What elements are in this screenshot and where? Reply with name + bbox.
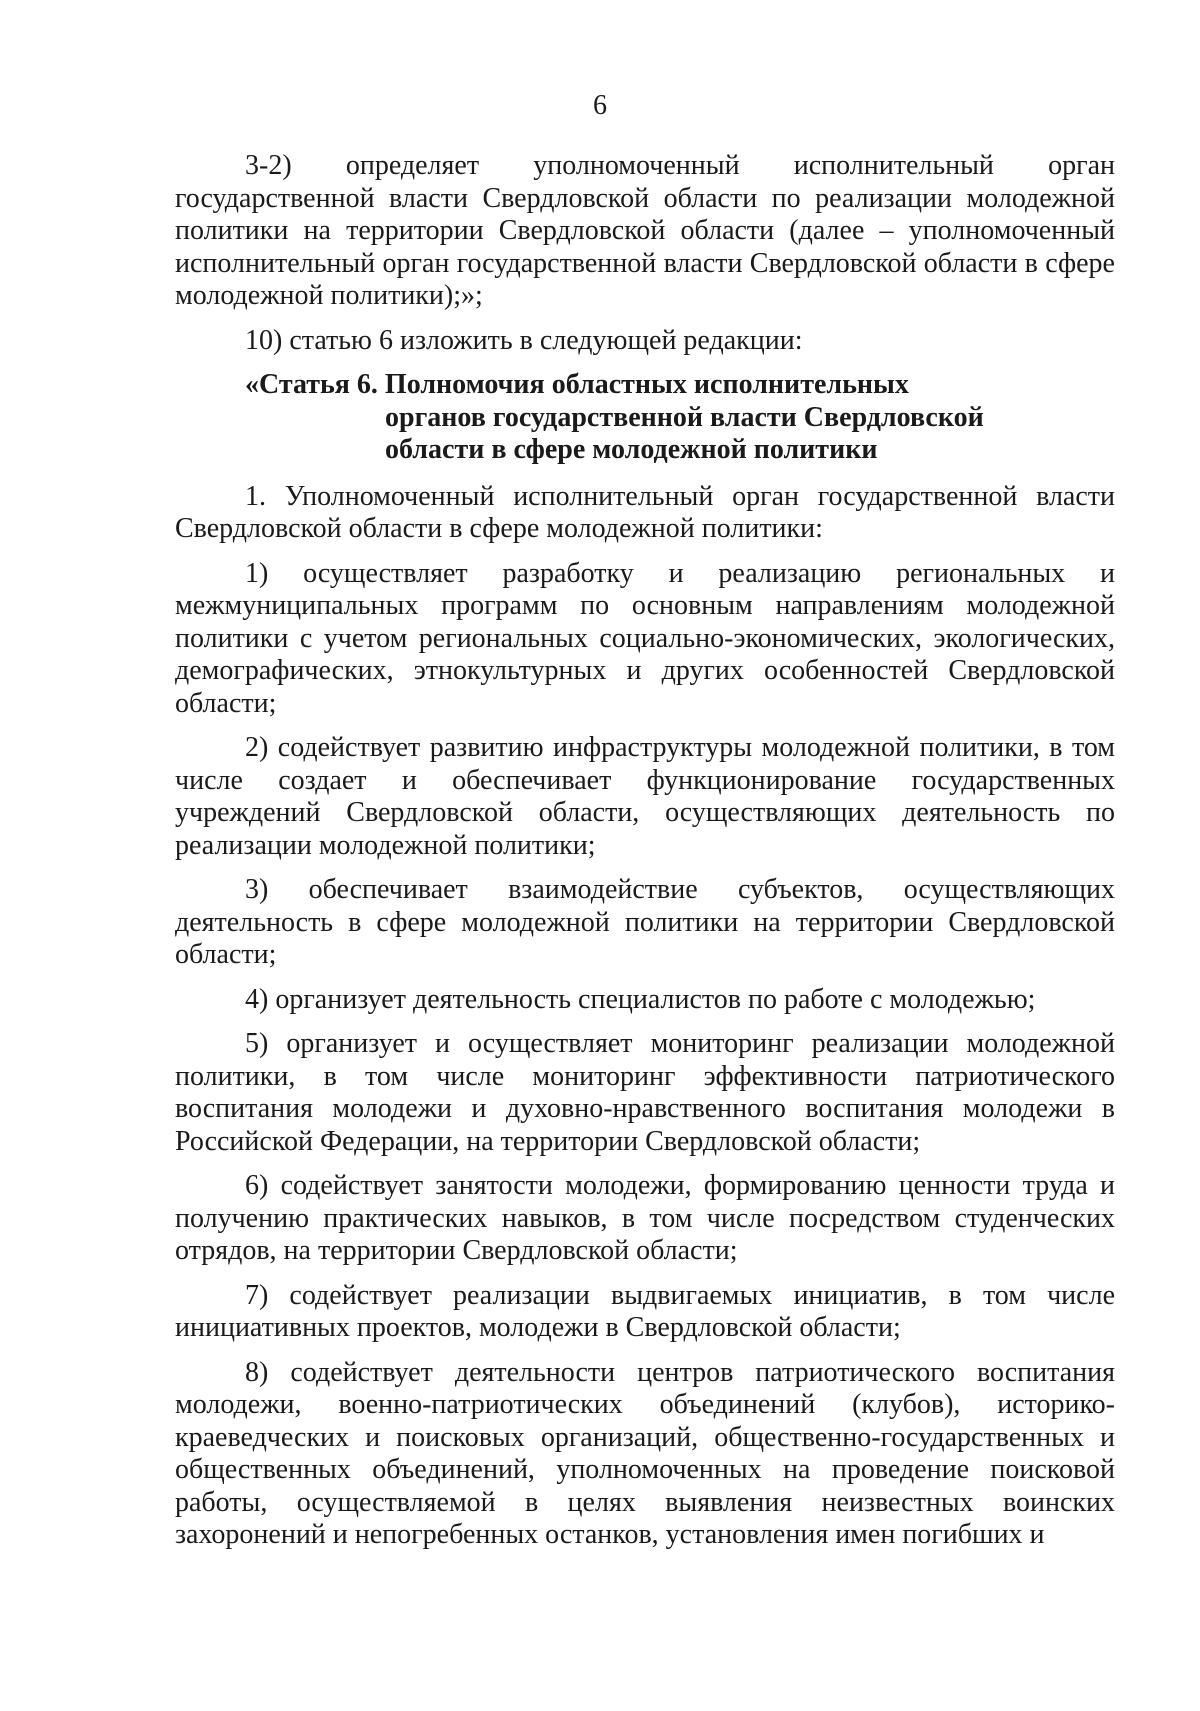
paragraph-item-1: 1) осуществляет разработку и реализацию региональных и межмуниципальных программ по основным направлениям молодежной политики с учетом региональных социально-экономических, экологических, демографических, этнокультурных и других особенностей Свердловской области; <box>175 557 1115 719</box>
paragraph-amendment-10: 10) статью 6 изложить в следующей редакции: <box>245 324 803 356</box>
paragraph-item-3: 3) обеспечивает взаимодействие субъектов, осуществляющих деятельность в сфере молодежной политики на территории Свердловской области; <box>175 874 1115 970</box>
paragraph-item-6: 6) содействует занятости молодежи, формированию ценности труда и получению практических навыков, в том числе посредством студенческих отрядов, на территории Свердловской области; <box>175 1170 1115 1266</box>
article-heading-line-2: органов государственной власти Свердловской <box>385 401 984 433</box>
paragraph-item-5: 5) организует и осуществляет мониторинг реализации молодежной политики, в том числе мониторинг эффективности патриотического воспитания молодежи и духовно-нравственного воспитания молодежи в Российской Федерации, на территории Свердловской области; <box>175 1028 1115 1157</box>
paragraph-item-2: 2) содействует развитию инфраструктуры молодежной политики, в том числе создает и обеспечивает функционирование государственных учреждений Свердловской области, осуществляющих деятельность по реализации молодежной политики; <box>175 732 1115 861</box>
document-body <box>175 150 1115 1564</box>
paragraph-item-4: 4) организует деятельность специалистов по работе с молодежью; <box>245 983 1036 1015</box>
article-heading-line-1: «Статья 6. Полномочия областных исполнительных <box>245 369 909 400</box>
article-heading-line-3: области в сфере молодежной политики <box>385 434 878 465</box>
paragraph-3-2: 3-2) определяет уполномоченный исполнительный орган государственной власти Свердловской области по реализации молодежной политики на территории Свердловской области (далее – уполномоченный исполнительный орган государственной власти Свердловской области в сфере молодежной политики);»; <box>175 150 1115 311</box>
page-number: 6 <box>593 90 607 121</box>
paragraph-clause-1: 1. Уполномоченный исполнительный орган государственной власти Свердловской области в сфере молодежной политики: <box>175 480 1115 544</box>
paragraph-item-8: 8) содействует деятельности центров патриотического воспитания молодежи, военно-патриотических объединений (клубов), историко-краеведческих и поисковых организаций, общественно-государственных и общественных объединений, уполномоченных на проведение поисковой работы, осуществляемой в целях выявления неизвестных воинских захоронений и непогребенных останков, установления имен погибших и <box>175 1356 1115 1550</box>
article-heading <box>245 369 1115 467</box>
paragraph-item-7: 7) содействует реализации выдвигаемых инициатив, в том числе инициативных проектов, молодежи в Свердловской области; <box>175 1279 1115 1343</box>
